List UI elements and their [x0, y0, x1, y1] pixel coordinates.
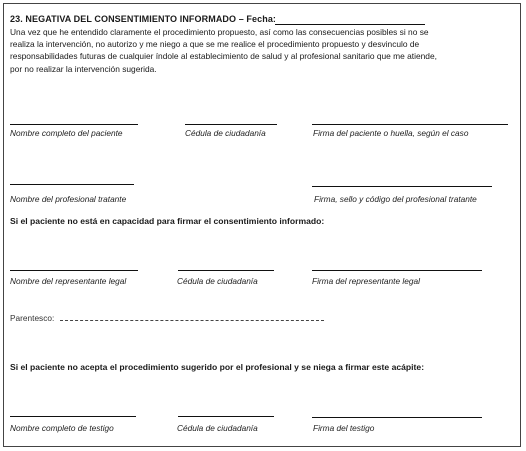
date-line[interactable]: [275, 24, 425, 25]
witness-signature-line[interactable]: [312, 417, 482, 418]
kinship-label: Parentesco:: [10, 313, 55, 323]
paragraph-line: responsabilidades futuras de cualquier índole al establecimiento de salud y al profesional sanitario que me atiende,: [10, 51, 437, 62]
representative-heading: Si el paciente no está en capacidad para firmar el consentimiento informado:: [10, 216, 325, 226]
witness-name-label: Nombre completo de testigo: [10, 423, 114, 433]
paragraph-line: realiza la intervención, no autorizo y me niego a que se me realice el procedimiento propuesto y desvinculo de: [10, 39, 420, 50]
patient-id-label: Cédula de ciudadanía: [185, 128, 266, 138]
professional-signature-line[interactable]: [312, 186, 492, 187]
patient-signature-line[interactable]: [312, 124, 508, 125]
kinship-line[interactable]: [60, 320, 324, 321]
paragraph-line: Una vez que he entendido claramente el procedimiento propuesto, así como las consecuencias posibles si no se: [10, 27, 429, 37]
representative-id-label: Cédula de ciudadanía: [177, 276, 258, 286]
witness-heading: Si el paciente no acepta el procedimiento sugerido por el profesional y se niega a firmar este acápite:: [10, 362, 425, 372]
representative-name-label: Nombre del representante legal: [10, 276, 127, 286]
professional-name-label: Nombre del profesional tratante: [10, 194, 127, 204]
consent-paragraph: [10, 26, 510, 75]
representative-signature-label: Firma del representante legal: [312, 276, 420, 286]
patient-name-line[interactable]: [10, 124, 138, 125]
professional-name-line[interactable]: [10, 184, 134, 185]
paragraph-line: por no realizar la intervención sugerida.: [10, 63, 157, 74]
witness-id-label: Cédula de ciudadanía: [177, 423, 258, 433]
representative-name-line[interactable]: [10, 270, 138, 271]
representative-id-line[interactable]: [178, 270, 274, 271]
witness-name-line[interactable]: [10, 416, 136, 417]
form-title: 23. NEGATIVA DEL CONSENTIMIENTO INFORMADO – Fecha:: [10, 14, 277, 24]
witness-signature-label: Firma del testigo: [313, 423, 375, 433]
patient-id-line[interactable]: [185, 124, 277, 125]
patient-name-label: Nombre completo del paciente: [10, 128, 123, 138]
professional-signature-label: Firma, sello y código del profesional tratante: [314, 194, 477, 204]
patient-signature-label: Firma del paciente o huella, según el caso: [313, 128, 469, 138]
representative-signature-line[interactable]: [312, 270, 482, 271]
witness-id-line[interactable]: [178, 416, 274, 417]
